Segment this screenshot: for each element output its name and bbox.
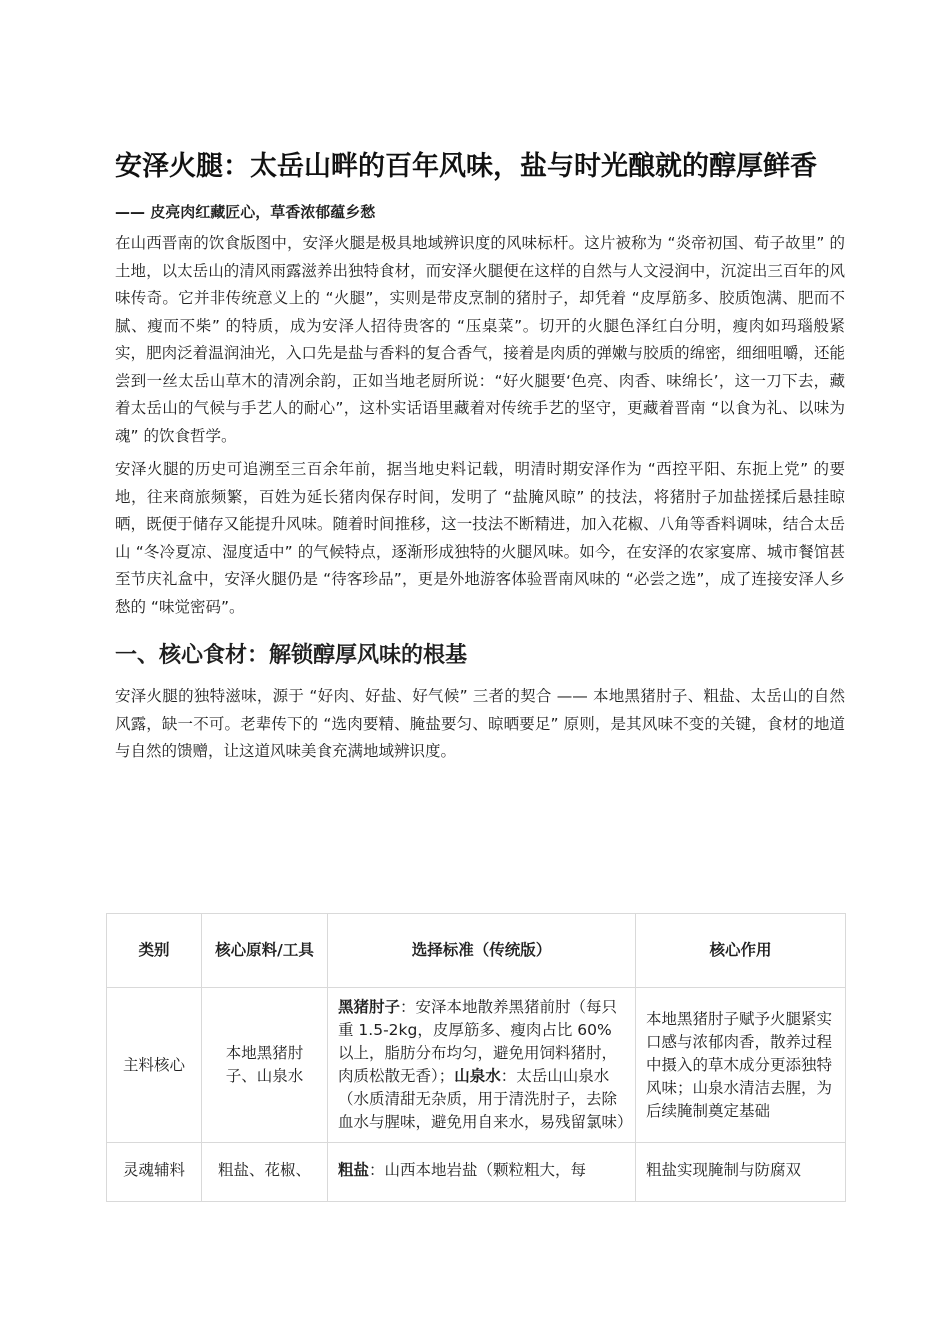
cell-effect: 粗盐实现腌制与防腐双	[636, 1143, 846, 1202]
cell-standard	[328, 988, 636, 1143]
cell-category: 主料核心	[107, 988, 202, 1143]
section-heading: 一、核心食材：解锁醇厚风味的根基	[115, 643, 468, 668]
table-header-row	[107, 914, 846, 988]
header-category: 类别	[107, 914, 202, 988]
cell-material: 本地黑猪肘子、山泉水	[202, 988, 328, 1143]
intro-paragraph-1: 在山西晋南的饮食版图中，安泽火腿是极具地域辨识度的风味标杆。这片被称为 “炎帝初国、荀子故里” 的土地，以太岳山的清风雨露滋养出独特食材，而安泽火腿便在这样的自然与人文浸润中，沉淀出三百年的风味传奇。它并非传统意义上的 “火腿”，实则是带皮烹制的猪肘子，却凭着 “皮厚筋多、胶质饱满、肥而不腻、瘦而不柴” 的特质，成为安泽人招待贵客的 “压桌菜”。切开的火腿色泽红白分明，瘦肉如玛瑙般紧实，肥肉泛着温润油光，入口先是盐与香料的复合香气，接着是肉质的弹嫩与胶质的绵密，细细咀嚼，还能尝到一丝太岳山草木的清冽余韵，正如当地老厨所说：“好火腿要‘色亮、肉香、味绵长’，这一刀下去，藏着太岳山的气候与手艺人的耐心”，这朴实话语里藏着对传统手艺的坚守，更藏着晋南 “以食为礼、以味为魂” 的饮食哲学。	[115, 234, 845, 445]
standard-text: ：安泽本地散养黑猪前肘（每只重 1.5-2kg，皮厚筋多、瘦肉占比 60% 以上，脂肪分布均匀，避免用饲料猪肘，肉质松散无香）；	[338, 998, 618, 1085]
page-title: 安泽火腿：太岳山畔的百年风味，盐与时光酿就的醇厚鲜香	[115, 151, 817, 182]
ingredients-table	[106, 913, 846, 1202]
standard-label: 粗盐	[338, 1161, 370, 1179]
standard-text: ：太岳山山泉水（水质清甜无杂质，用于清洗肘子，去除血水与腥味，避免用自来水，易残留氯味）	[338, 1067, 633, 1131]
cell-standard	[328, 1143, 636, 1202]
section-paragraph: 安泽火腿的独特滋味，源于 “好肉、好盐、好气候” 三者的契合 —— 本地黑猪肘子、粗盐、太岳山的自然风露，缺一不可。老辈传下的 “选肉要精、腌盐要匀、晾晒要足” 原则，是其风味不变的关键，食材的地道与自然的馈赠，让这道风味美食充满地域辨识度。	[115, 687, 845, 760]
header-material: 核心原料/工具	[202, 914, 328, 988]
table-row	[107, 1143, 846, 1202]
standard-label: 山泉水	[454, 1067, 501, 1085]
article	[115, 146, 845, 772]
subtitle: —— 皮亮肉红藏匠心，草香浓郁蕴乡愁	[115, 203, 376, 221]
cell-effect: 本地黑猪肘子赋予火腿紧实口感与浓郁肉香，散养过程中摄入的草木成分更添独特风味；山泉水清洁去腥，为后续腌制奠定基础	[636, 988, 846, 1143]
cell-category: 灵魂辅料	[107, 1143, 202, 1202]
header-effect: 核心作用	[636, 914, 846, 988]
cell-material: 粗盐、花椒、	[202, 1143, 328, 1202]
header-standard: 选择标准（传统版）	[328, 914, 636, 988]
standard-text: ：山西本地岩盐（颗粒粗大，每	[369, 1161, 587, 1179]
table-row	[107, 988, 846, 1143]
standard-label: 黑猪肘子	[338, 998, 401, 1016]
intro-paragraph-2: 安泽火腿的历史可追溯至三百余年前，据当地史料记载，明清时期安泽作为 “西控平阳、东扼上党” 的要地，往来商旅频繁，百姓为延长猪肉保存时间，发明了 “盐腌风晾” 的技法，将猪肘子加盐搓揉后悬挂晾晒，既便于储存又能提升风味。随着时间推移，这一技法不断精进，加入花椒、八角等香料调味，结合太岳山 “冬冷夏凉、湿度适中” 的气候特点，逐渐形成独特的火腿风味。如今，在安泽的农家宴席、城市餐馆甚至节庆礼盒中，安泽火腿仍是 “待客珍品”，更是外地游客体验晋南风味的 “必尝之选”，成了连接安泽人乡愁的 “味觉密码”。	[115, 460, 845, 616]
